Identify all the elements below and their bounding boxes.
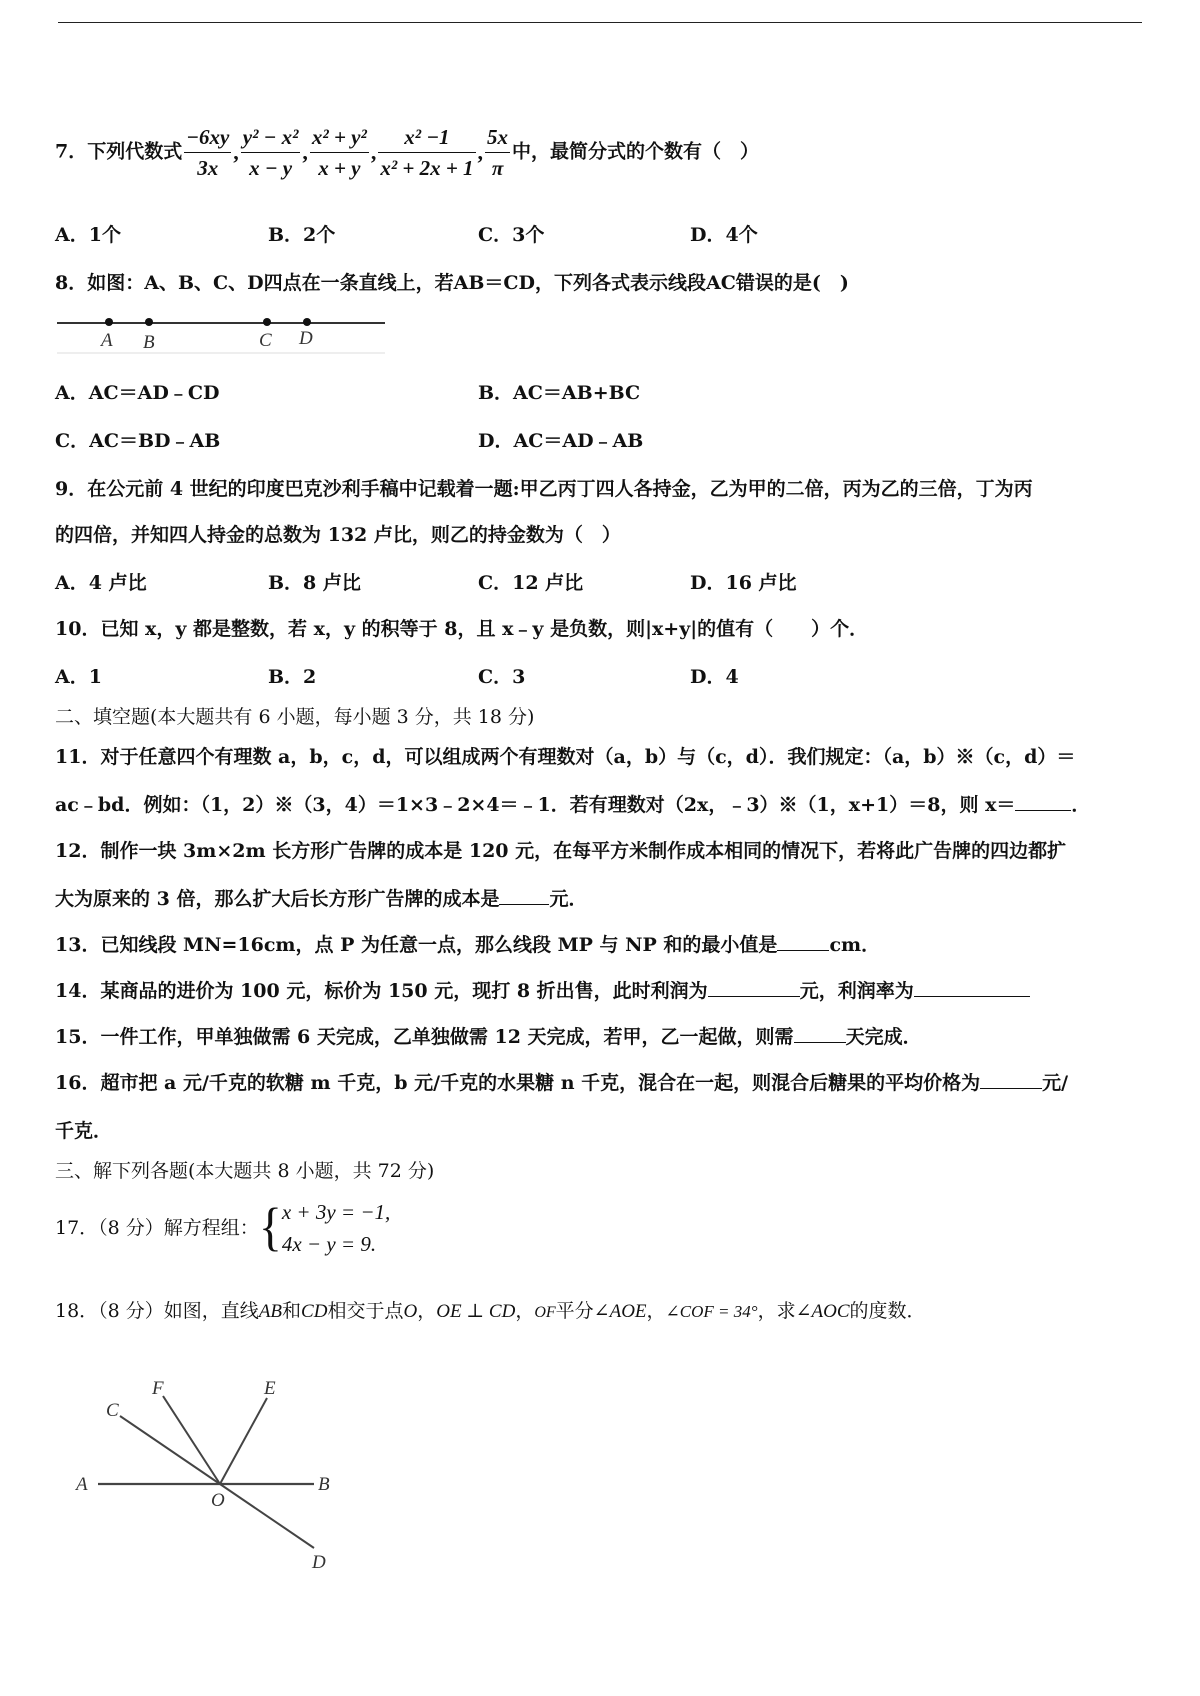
- q14-profit-blank[interactable]: [708, 978, 800, 997]
- q8-option-a: A．AC＝AD﹣CD: [55, 382, 220, 404]
- q18-label-e: E: [264, 1378, 276, 1399]
- question-17: 17．（8 分）解方程组：{ x + 3y = −1, 4x − y = 9.: [55, 1194, 390, 1261]
- q18-label-f: F: [152, 1378, 164, 1399]
- q14-rate-blank[interactable]: [914, 978, 1030, 997]
- q18-label-a: A: [76, 1474, 88, 1495]
- q7-fraction-5: $\frac{5x}{\pi}$: [485, 122, 510, 183]
- q9-option-d: D．16 卢比: [690, 572, 797, 594]
- q15-answer-blank[interactable]: [794, 1024, 846, 1043]
- question-12-line-1: 12．制作一块 3m×2m 长方形广告牌的成本是 120 元，在每平方米制作成本相同的情况下，若将此广告牌的四边都扩: [55, 840, 1067, 862]
- q7-fraction-4: $\frac{\text{x² −1}}{\text{x² + 2x + 1}}$: [378, 122, 475, 183]
- q7-option-b: B．2个: [268, 224, 336, 246]
- q13-answer-blank[interactable]: [777, 932, 829, 951]
- section-3-heading: 三、解下列各题(本大题共 8 小题，共 72 分): [55, 1160, 435, 1182]
- question-12-line-2: 大为原来的 3 倍，那么扩大后长方形广告牌的成本是 元．: [55, 888, 588, 910]
- q7-fraction-3: $\frac{\text{x² + y²}}{x + y}$: [310, 122, 369, 183]
- q10-option-c: C．3: [478, 666, 526, 688]
- q11-answer-blank[interactable]: [1015, 792, 1071, 811]
- question-7: 7．下列代数式 $\frac{-6xy}{3x}$ , $\frac{\text{y² − x²}}{x - y}$ , $\frac{\text{x² + y²}}{x + y}$ , $\frac{\text{x² −1}}{\text{x² + 2x + 1}}$ , $\frac{5x}{\pi}$ 中，最简分式的个数有（ ）: [55, 122, 759, 183]
- q7-option-c: C．3个: [478, 224, 545, 246]
- q7-option-d: D．4个: [690, 224, 758, 246]
- q18-label-d: D: [312, 1552, 326, 1572]
- q8-line-figure: [55, 308, 395, 360]
- q18-angle-figure: [74, 1372, 364, 1572]
- question-18: 18．（8 分）如图，直线AB和CD相交于点O，OE ⊥ CD，OF平分∠AOE，∠COF = 34°，求∠AOC的度数．: [55, 1300, 926, 1322]
- q9-option-c: C．12 卢比: [478, 572, 584, 594]
- question-11-line-2: ac﹣bd．例如：（1，2）※（3，4）＝1×3﹣2×4＝﹣1．若有理数对（2x，﹣3）※（1，x+1）＝8，则 x＝ ．: [55, 794, 1091, 816]
- q9-option-a: A．4 卢比: [55, 572, 147, 594]
- q7-suffix: 中，最简分式的个数有（ ）: [512, 140, 760, 163]
- q10-option-a: A．1: [55, 666, 102, 688]
- q18-label-c: C: [106, 1400, 119, 1421]
- q18-label-o: O: [211, 1490, 225, 1511]
- question-10: 10．已知 x，y 都是整数，若 x，y 的积等于 8，且 x﹣y 是负数，则|x+y|的值有（ ）个．: [55, 618, 869, 640]
- q8-option-c: C．AC＝BD﹣AB: [55, 430, 221, 452]
- question-11-line-1: 11．对于任意四个有理数 a，b，c，d，可以组成两个有理数对（a，b）与（c，d）．我们规定：（a，b）※（c，d）＝: [55, 746, 1076, 768]
- q10-option-b: B．2: [268, 666, 317, 688]
- q18-label-b: B: [318, 1474, 330, 1495]
- equation-1: x + 3y = −1,: [281, 1200, 391, 1224]
- system-brace: {: [258, 1198, 282, 1257]
- q8-option-b: B．AC＝AB+BC: [478, 382, 641, 404]
- question-9-line-2: 的四倍，并知四人持金的总数为 132 卢比，则乙的持金数为（ ）: [55, 524, 621, 546]
- question-16-line-2: 千克．: [55, 1120, 113, 1142]
- q8-label-d: D: [299, 328, 313, 349]
- question-16-line-1: 16．超市把 a 元/千克的软糖 m 千克，b 元/千克的水果糖 n 千克，混合在一起，则混合后糖果的平均价格为 元/: [55, 1072, 1069, 1094]
- equation-2: 4x − y = 9.: [281, 1232, 377, 1256]
- header-rule: [58, 22, 1142, 23]
- section-2-heading: 二、填空题(本大题共有 6 小题，每小题 3 分，共 18 分): [55, 706, 535, 728]
- q7-fraction-1: $\frac{-6xy}{3x}$: [184, 122, 231, 183]
- q10-option-d: D．4: [690, 666, 739, 688]
- question-13: 13．已知线段 MN=16cm，点 P 为任意一点，那么线段 MP 与 NP 和的最小值是 cm．: [55, 934, 881, 956]
- question-8: 8．如图：A、B、C、D四点在一条直线上，若AB＝CD，下列各式表示线段AC错误的是( ): [55, 272, 849, 294]
- q8-label-b: B: [143, 332, 155, 353]
- q8-option-d: D．AC＝AD﹣AB: [478, 430, 644, 452]
- q8-label-c: C: [259, 330, 272, 351]
- question-9-line-1: 9．在公元前 4 世纪的印度巴克沙利手稿中记载着一题:甲乙丙丁四人各持金，乙为甲的二倍，丙为乙的三倍，丁为丙: [55, 478, 1033, 500]
- q9-option-b: B．8 卢比: [268, 572, 361, 594]
- q7-option-a: A．1个: [55, 224, 121, 246]
- question-15: 15．一件工作，甲单独做需 6 天完成，乙单独做需 12 天完成，若甲，乙一起做，则需 天完成．: [55, 1026, 922, 1048]
- q7-stem: 7．下列代数式: [55, 140, 183, 163]
- q7-fraction-2: $\frac{\text{y² − x²}}{x - y}$: [241, 122, 301, 183]
- question-14: 14．某商品的进价为 100 元，标价为 150 元，现打 8 折出售，此时利润为 元，利润率为: [55, 978, 1030, 1004]
- q8-label-a: A: [101, 330, 113, 351]
- q12-answer-blank[interactable]: [499, 886, 549, 905]
- equation-system: [282, 1196, 390, 1260]
- q16-answer-blank[interactable]: [980, 1070, 1042, 1089]
